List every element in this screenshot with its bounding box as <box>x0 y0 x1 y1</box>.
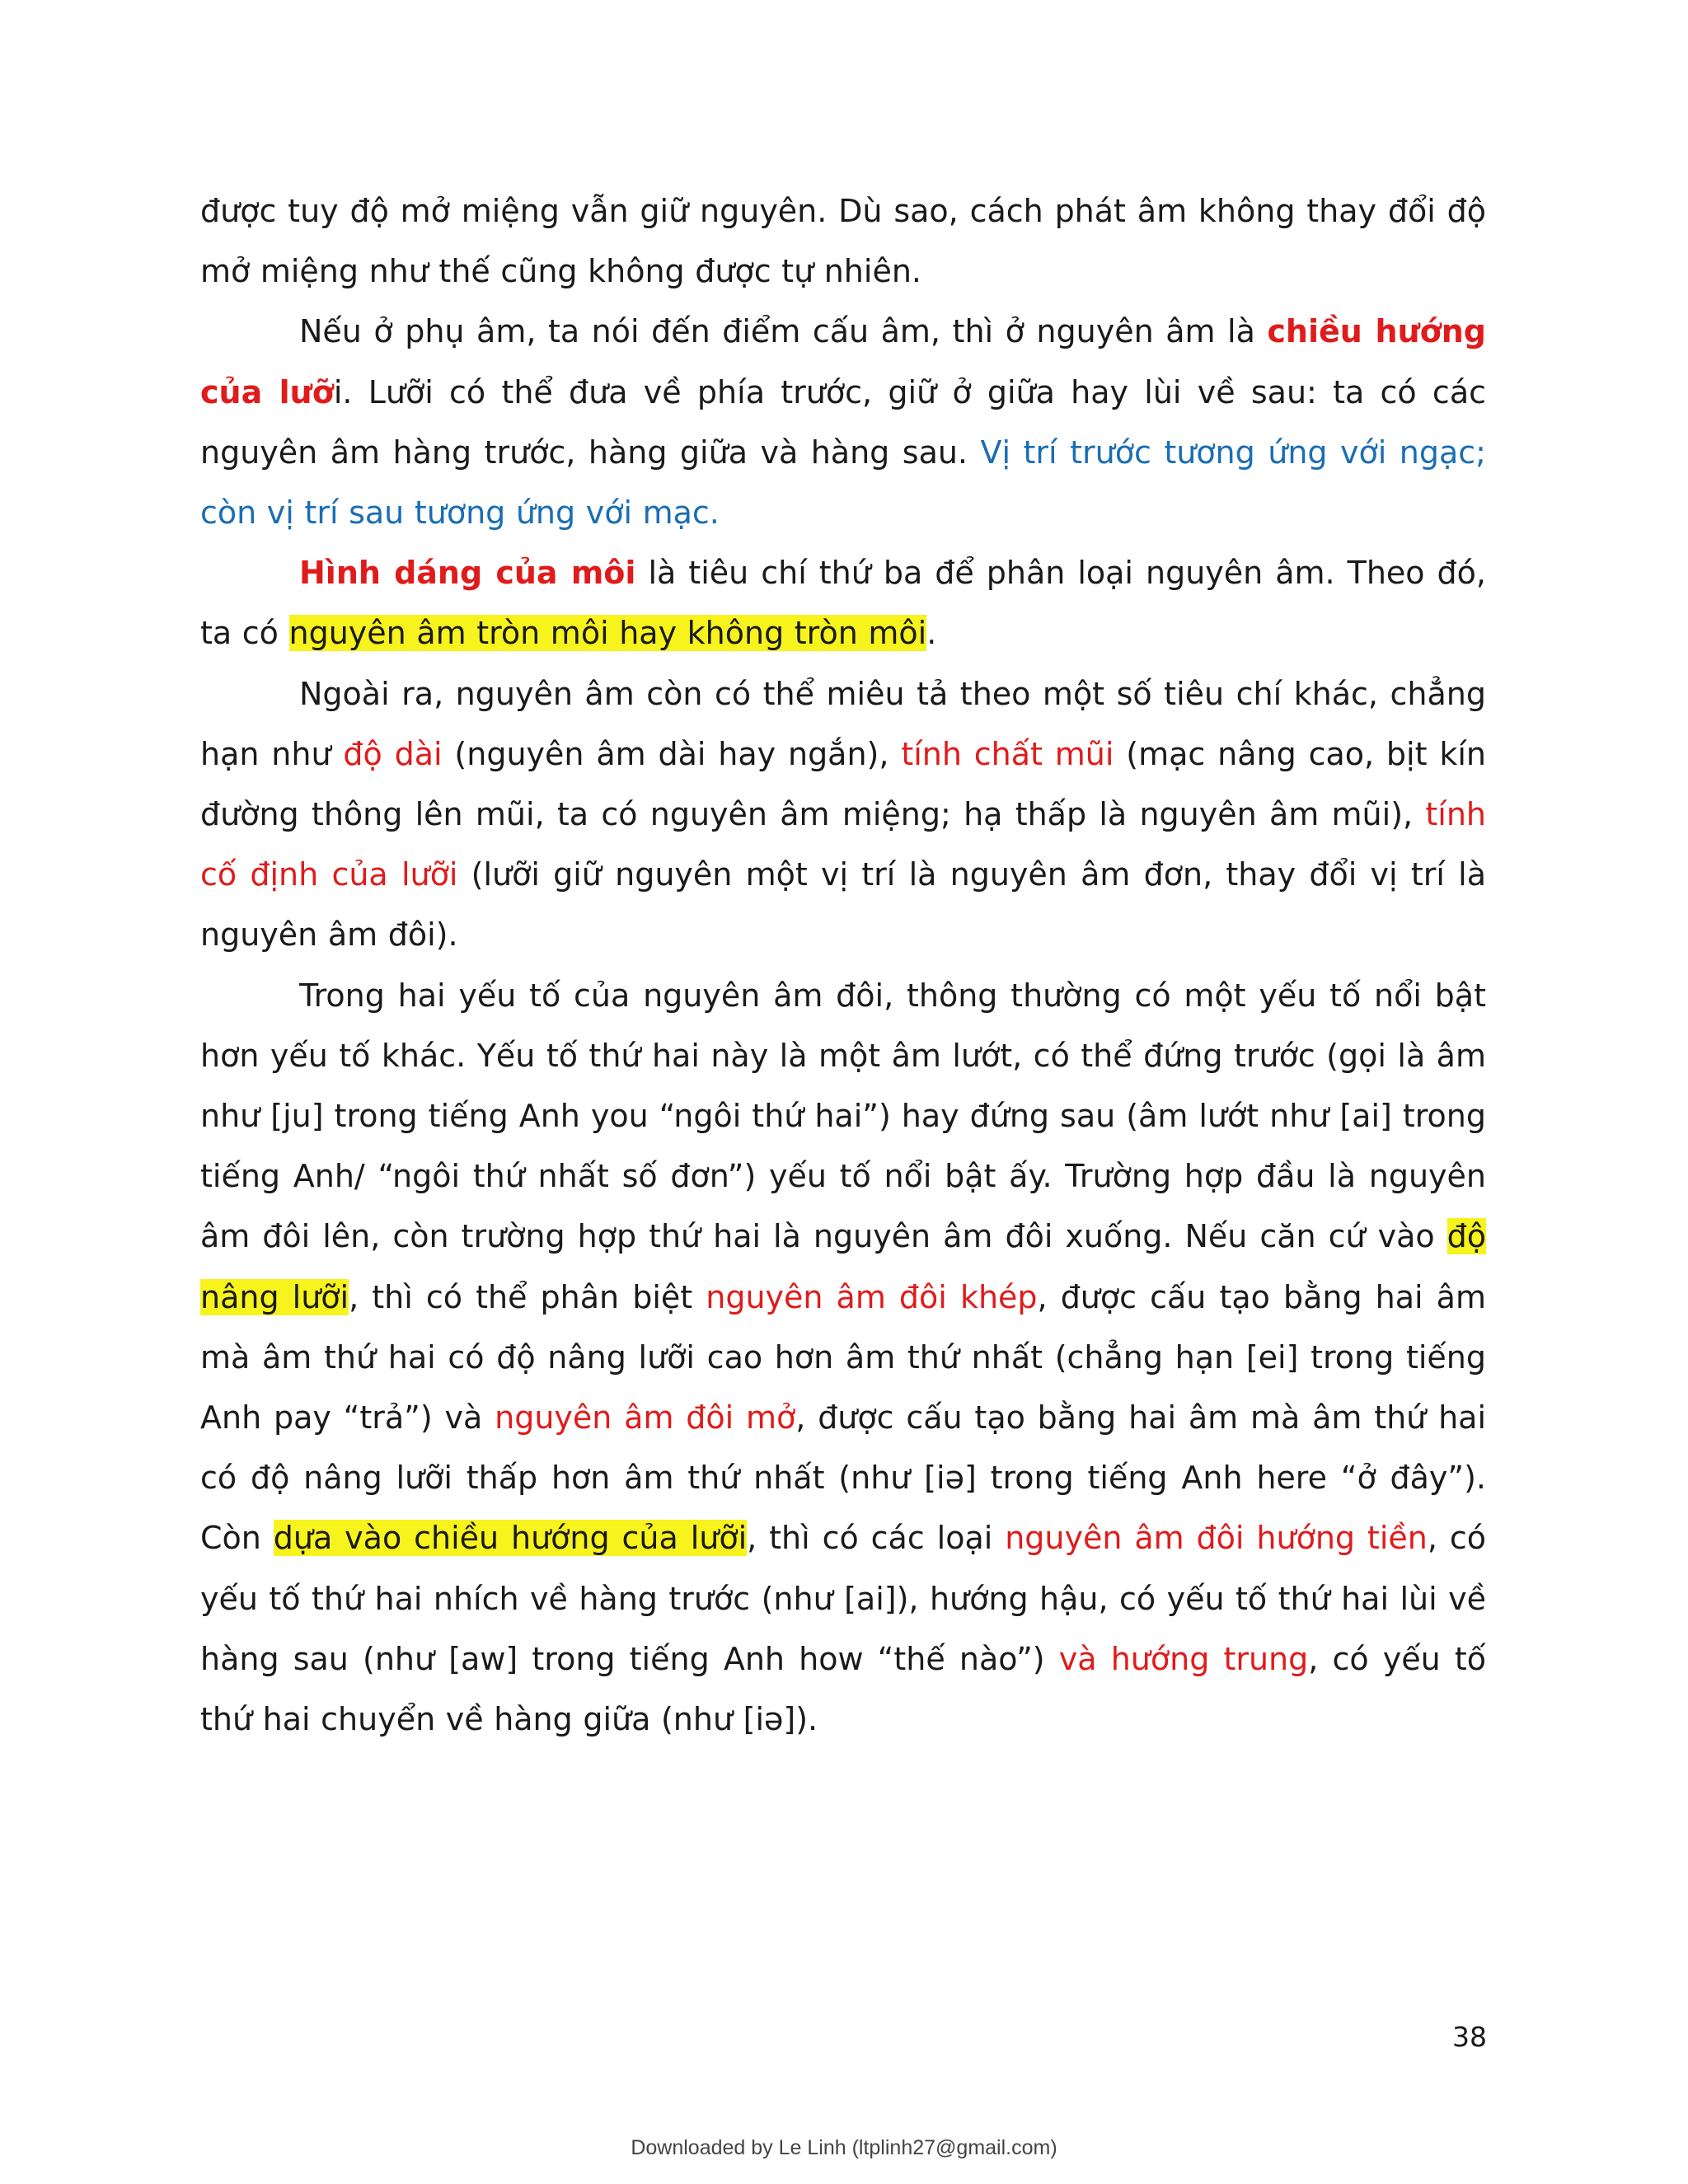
text-run: Nếu ở phụ âm, ta nói đến điểm cấu âm, thì ở nguyên âm là <box>299 313 1268 350</box>
text-run: và hướng trung <box>1058 1640 1309 1677</box>
paragraph-3 <box>200 543 1486 663</box>
text-run: nguyên âm đôi hướng tiền <box>1005 1520 1428 1557</box>
text-run: . <box>926 615 937 652</box>
paragraph-4 <box>200 664 1486 966</box>
text-run: , thì có thể phân biệt <box>349 1278 706 1315</box>
text-run: Hình dáng của môi <box>299 555 636 592</box>
text-run: , có yếu tố thứ hai nhích về hàng trước (như [ai]), hướng hậu, có yếu tố thứ hai lùi về hàng sau (như [aw] trong tiếng Anh how “thế nào”) <box>200 1520 1486 1677</box>
text-run: là tiêu chí thứ ba để phân loại nguyên âm. Theo đó, ta có <box>200 555 1486 652</box>
paragraph-1 <box>200 181 1486 302</box>
text-run: được tuy độ mở miệng vẫn giữ nguyên. Dù sao, cách phát âm không thay đổi độ mở miệng như thế cũng không được tự nhiên. <box>200 193 1486 290</box>
text-run: Ngoài ra, nguyên âm còn có thể miêu tả theo một số tiêu chí khác, chẳng hạn như <box>200 675 1486 772</box>
text-run: , được cấu tạo bằng hai âm mà âm thứ hai có độ nâng lưỡi thấp hơn âm thứ nhất (như [iə] trong tiếng Anh here “ở đây”). Còn <box>200 1399 1487 1557</box>
text-run: chiều hướng của lưỡ <box>200 313 1486 410</box>
text-run: nguyên âm đôi mở <box>495 1399 796 1436</box>
document-body <box>200 181 1486 1750</box>
text-run: (lưỡi giữ nguyên một vị trí là nguyên âm đơn, thay đổi vị trí là nguyên âm đôi). <box>200 856 1486 954</box>
text-run: dựa vào chiều hướng của lưỡi <box>273 1520 748 1557</box>
download-footer: Downloaded by Le Linh (ltplinh27@gmail.com) <box>631 2136 1057 2159</box>
text-run: tính cố định của lưỡi <box>200 796 1486 893</box>
text-run: độ nâng lưỡi <box>200 1218 1486 1315</box>
text-run: , được cấu tạo bằng hai âm mà âm thứ hai có độ nâng lưỡi cao hơn âm thứ nhất (chẳng hạn [ei] trong tiếng Anh pay “trả”) và <box>200 1278 1486 1436</box>
text-run: Vị trí trước tương ứng với ngạc; còn vị trí sau tương ứng với mạc. <box>200 434 1486 532</box>
text-run: tính chất mũi <box>901 735 1114 772</box>
paragraph-2 <box>200 302 1486 543</box>
text-run: , có yếu tố thứ hai chuyển về hàng giữa (như [iə]). <box>200 1640 1486 1738</box>
text-run: nguyên âm tròn môi hay không tròn môi <box>288 615 927 652</box>
paragraph-5 <box>200 966 1486 1750</box>
text-run: độ dài <box>343 735 443 772</box>
text-run: i. Lưỡi có thể đưa về phía trước, giữ ở giữa hay lùi về sau: ta có các nguyên âm hàng trước, hàng giữa và hàng sau. <box>200 373 1487 471</box>
text-run: nguyên âm đôi khép <box>706 1278 1038 1315</box>
text-run: Trong hai yếu tố của nguyên âm đôi, thông thường có một yếu tố nổi bật hơn yếu tố khác. Yếu tố thứ hai này là một âm lướt, có thể đứng trước (gọi là âm như [ju] trong tiếng Anh you “ngôi thứ hai”) hay đứng sau (âm lướt như [ai] trong tiếng Anh/ “ngôi thứ nhất số đơn”) yếu tố nổi bật ấy. Trường hợp đầu là nguyên âm đôi lên, còn trường hợp thứ hai là nguyên âm đôi xuống. Nếu căn cứ vào <box>200 977 1486 1255</box>
page-number: 38 <box>1452 2021 1487 2053</box>
text-run: (mạc nâng cao, bịt kín đường thông lên mũi, ta có nguyên âm miệng; hạ thấp là nguyên âm mũi), <box>200 735 1486 833</box>
text-run: (nguyên âm dài hay ngắn), <box>442 735 902 772</box>
text-run: , thì có các loại <box>747 1520 1006 1557</box>
